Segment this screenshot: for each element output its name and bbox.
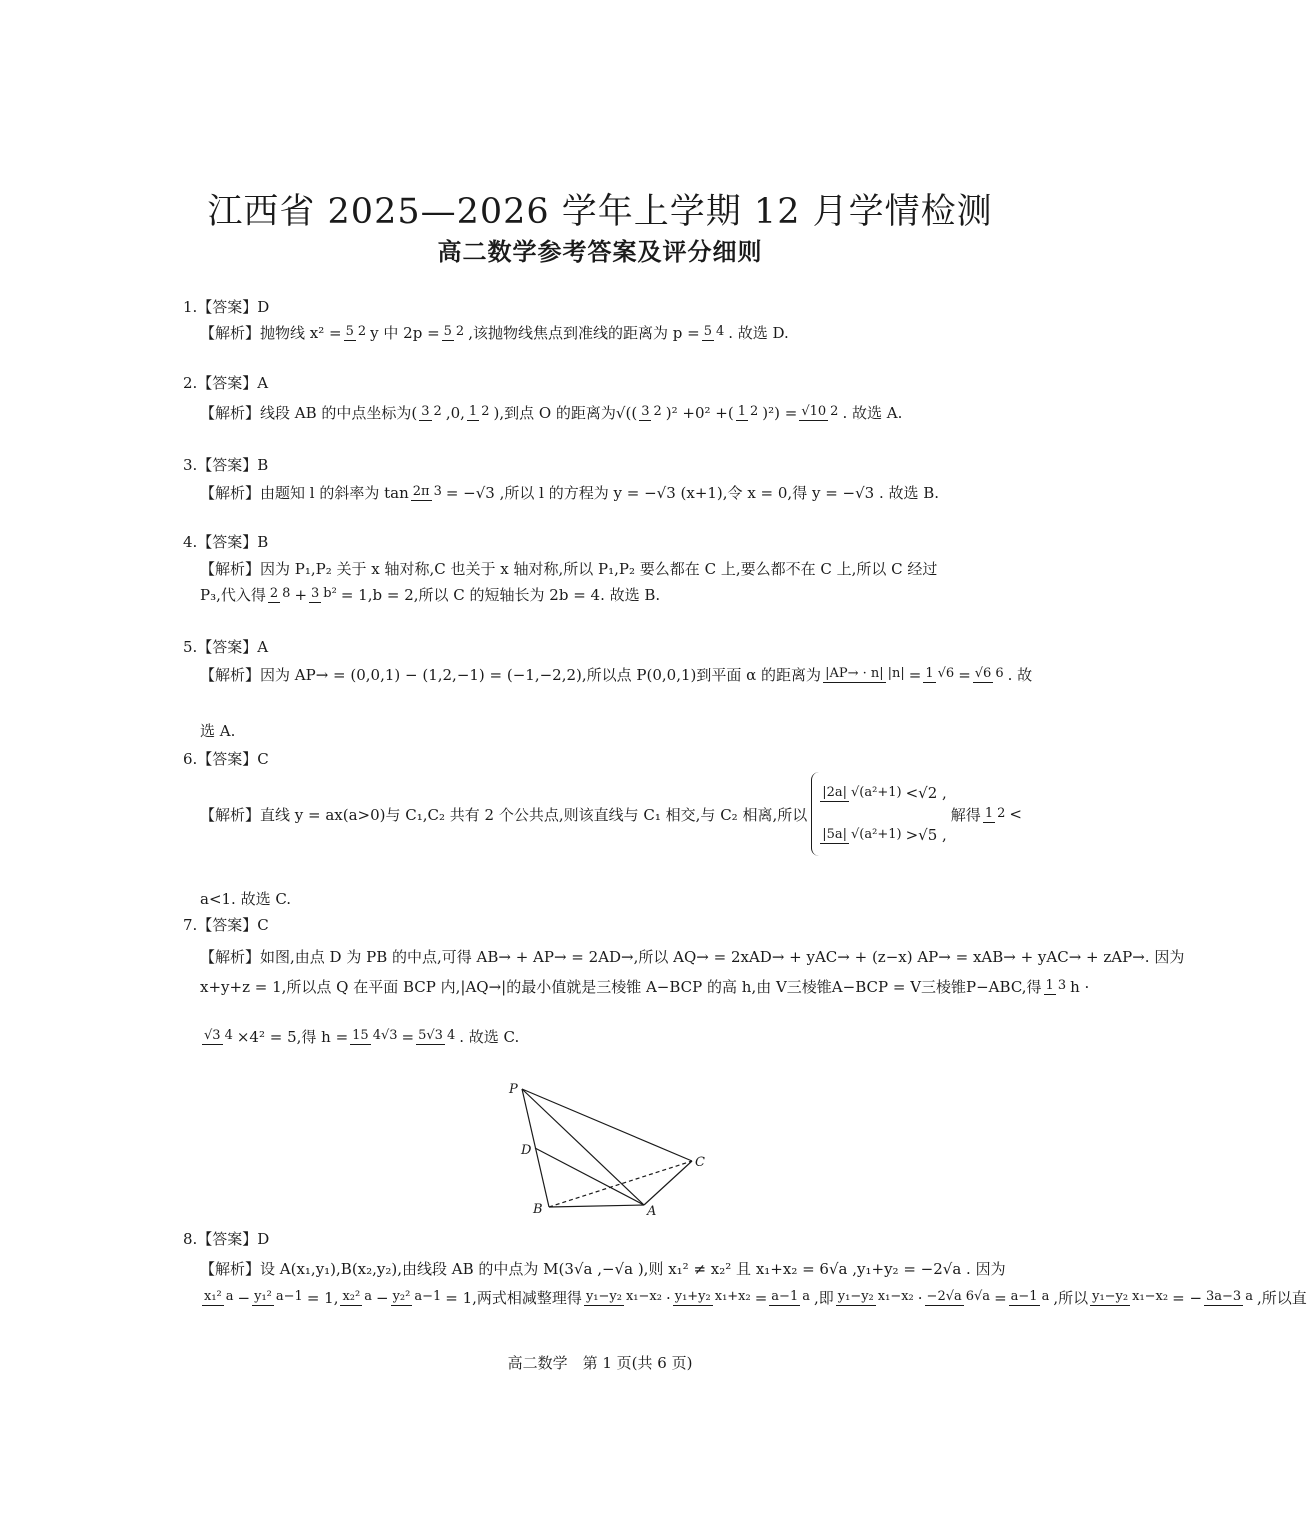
denominator: 8 <box>282 586 291 601</box>
text: 【解析】抛物线 x² = <box>200 324 342 342</box>
numerator: a−1 <box>1010 1289 1038 1304</box>
denominator: a <box>1245 1289 1253 1304</box>
text: h · <box>1070 977 1090 996</box>
q2-solution <box>200 402 902 423</box>
page-footer: 高二数学 第 1 页(共 6 页) <box>507 1354 693 1372</box>
q8-answer: 8.【答案】D <box>183 1230 270 1248</box>
denominator: √(a²+1) <box>851 826 902 842</box>
text: + <box>294 585 308 604</box>
numerator: y₁−y₂ <box>585 1289 622 1304</box>
text: = <box>401 1027 415 1046</box>
fraction <box>673 1289 753 1306</box>
fraction <box>820 785 903 802</box>
q7-solution-line1: 【解析】如图,由点 D 为 PB 的中点,可得 AB→ + AP→ = 2AD→,所以 AQ→ = 2xAD→ + yAC→ + (z−x) AP→ = xAB→ + yAC→ + zAP→. 因为 <box>200 948 1185 966</box>
fraction <box>340 1289 374 1306</box>
denominator: a−1 <box>275 1289 303 1304</box>
q4-solution-line1: 【解析】因为 P₁,P₂ 关于 x 轴对称,C 也关于 x 轴对称,所以 P₁,P₂ 要么都在 C 上,要么都不在 C 上,所以 C 经过 <box>200 560 938 578</box>
denominator: 2 <box>481 404 490 419</box>
numerator: 3 <box>421 404 430 419</box>
denominator: a <box>225 1289 234 1304</box>
text: = <box>994 1288 1007 1307</box>
denominator: 2 <box>830 404 839 419</box>
text: < <box>1009 805 1022 823</box>
numerator: 3a−3 <box>1206 1289 1242 1304</box>
denominator: 3 <box>1057 978 1067 993</box>
text: 【解析】因为 AP→ = (0,0,1) − (1,2,−1) = (−1,−2,2),所以点 P(0,0,1)到平面 α 的距离为 <box>200 666 822 684</box>
denominator: 4 <box>224 1028 233 1043</box>
fraction <box>1204 1289 1255 1306</box>
denominator: 2 <box>653 404 662 419</box>
numerator: 2 <box>269 586 279 601</box>
q3-solution <box>200 482 939 503</box>
label-B: B <box>533 1202 543 1217</box>
fraction <box>309 586 339 603</box>
q5-solution-line2: 选 A. <box>200 722 236 740</box>
text: ),到点 O 的距离为√(( <box>493 404 638 422</box>
denominator: a <box>1041 1289 1050 1304</box>
numerator: 1 <box>1045 978 1054 993</box>
denominator: 2 <box>433 404 442 419</box>
edge-BA <box>549 1205 644 1207</box>
edge-AC <box>644 1161 692 1205</box>
denominator: a−1 <box>414 1289 442 1304</box>
text: 【解析】由题知 l 的斜率为 tan <box>200 484 409 502</box>
fraction <box>391 1289 444 1306</box>
denominator: √(a²+1) <box>851 784 902 800</box>
fraction <box>411 484 444 501</box>
q7-solution-line3 <box>200 1026 519 1047</box>
q6-solution-line2: a<1. 故选 C. <box>200 890 292 908</box>
text: = 1,b = 2,所以 C 的短轴长为 2b = 4. 故选 B. <box>340 586 661 604</box>
text: ,该抛物线焦点到准线的距离为 p = <box>468 324 700 342</box>
text: 【解析】直线 y = ax(a>0)与 C₁,C₂ 共有 2 个公共点,则该直线与 C₁ 相交,与 C₂ 相离,所以 <box>200 805 808 824</box>
denominator: 2 <box>455 324 465 339</box>
numerator: a−1 <box>771 1289 799 1304</box>
fraction <box>584 1289 664 1306</box>
text: · <box>665 1288 671 1307</box>
text: 解得 <box>950 805 981 824</box>
label-C: C <box>695 1155 705 1170</box>
text: . 故选 A. <box>842 404 903 422</box>
text: ,所以 <box>1053 1289 1089 1307</box>
fraction <box>1009 1289 1052 1306</box>
q8-solution-line2 <box>200 1287 1307 1308</box>
q4-answer: 4.【答案】B <box>183 533 269 551</box>
numerator: √3 <box>204 1028 221 1043</box>
q3-answer: 3.【答案】B <box>183 456 269 474</box>
fraction <box>799 404 840 421</box>
fraction <box>983 806 1008 823</box>
text: <√2 , <box>905 784 947 802</box>
text: − <box>237 1288 251 1307</box>
text: − <box>376 1288 389 1307</box>
text: ,0, <box>445 403 465 422</box>
numerator: 15 <box>352 1028 369 1043</box>
numerator: √6 <box>974 666 992 681</box>
denominator: x₁−x₂ <box>625 1289 662 1304</box>
text: = 1, <box>306 1288 339 1307</box>
numerator: 1 <box>737 404 746 419</box>
numerator: x₁² <box>204 1289 222 1304</box>
fraction <box>350 1028 399 1045</box>
text: )²) = <box>762 403 798 422</box>
fraction <box>823 666 907 683</box>
q6-answer: 6.【答案】C <box>183 750 269 768</box>
q1-solution <box>200 322 789 343</box>
denominator: x₁+x₂ <box>714 1289 751 1304</box>
denominator: 3 <box>433 484 442 499</box>
numerator: |5a| <box>822 826 848 842</box>
fraction <box>202 1028 235 1045</box>
text: . 故 <box>1007 666 1033 684</box>
fraction <box>442 324 467 341</box>
numerator: y₁² <box>254 1289 272 1304</box>
numerator: y₂² <box>392 1289 411 1304</box>
denominator: 4 <box>446 1028 456 1043</box>
text: · <box>917 1288 923 1307</box>
numerator: y₁−y₂ <box>1092 1289 1129 1304</box>
text: = − <box>1172 1288 1203 1307</box>
segment-DA <box>535 1148 644 1205</box>
q1-answer: 1.【答案】D <box>183 298 270 316</box>
tetrahedron-diagram <box>495 1075 720 1219</box>
numerator: 5√3 <box>418 1028 443 1043</box>
q6-solution <box>200 772 1022 856</box>
fraction <box>202 1289 236 1306</box>
edge-PA <box>522 1089 644 1205</box>
fraction <box>769 1289 812 1306</box>
denominator: 6√a <box>965 1289 991 1304</box>
fraction <box>820 827 903 844</box>
text: = −√3 ,所以 l 的方程为 y = −√3 (x+1),令 x = 0,得 y = −√3 . 故选 B. <box>445 484 940 502</box>
text: = <box>908 665 922 684</box>
text: 【解析】线段 AB 的中点坐标为( <box>200 404 418 422</box>
numerator: 1 <box>984 805 994 821</box>
numerator: x₂² <box>342 1289 361 1304</box>
fraction <box>973 666 1006 683</box>
q5-solution <box>200 664 1032 685</box>
edge-PC <box>522 1089 692 1161</box>
denominator: 4√3 <box>372 1028 398 1043</box>
page-title: 江西省 2025—2026 学年上学期 12 月学情检测 <box>207 192 993 232</box>
denominator: 6 <box>995 666 1004 681</box>
text: = 1,两式相减整理得 <box>445 1289 582 1307</box>
edge-BC-hidden <box>549 1161 692 1207</box>
denominator: 2 <box>997 805 1006 821</box>
numerator: 3 <box>641 404 650 419</box>
numerator: |2a| <box>822 784 848 800</box>
text: P₃,代入得 <box>200 586 266 604</box>
text: ×4² = 5,得 h = <box>236 1028 349 1046</box>
numerator: −2√a <box>926 1289 962 1304</box>
text: ,所以直 <box>1256 1289 1307 1307</box>
text: x+y+z = 1,所以点 Q 在平面 BCP 内,|AQ→|的最小值就是三棱锥 A−BCP 的高 h,由 V三棱锥A−BCP = V三棱锥P−ABC,得 <box>200 978 1042 996</box>
inequality-1 <box>818 772 947 814</box>
fraction <box>252 1289 305 1306</box>
numerator: 5 <box>443 324 452 339</box>
fraction <box>1044 978 1069 995</box>
inequality-system <box>811 772 947 856</box>
text: >√5 , <box>905 826 947 844</box>
label-P: P <box>509 1082 518 1097</box>
text: . 故选 C. <box>459 1028 520 1046</box>
q8-solution-line1: 【解析】设 A(x₁,y₁),B(x₂,y₂),由线段 AB 的中点为 M(3√a ,−√a ),则 x₁² ≠ x₂² 且 x₁+x₂ = 6√a ,y₁+y₂ = −2√a . 因为 <box>200 1260 1006 1278</box>
fraction <box>836 1289 916 1306</box>
q5-answer: 5.【答案】A <box>183 638 269 656</box>
denominator: 2 <box>357 324 367 339</box>
fraction <box>923 666 956 683</box>
fraction <box>1090 1289 1170 1306</box>
fraction <box>416 1028 457 1045</box>
fraction <box>639 404 664 421</box>
denominator: √6 <box>937 666 955 681</box>
text: )² +0² +( <box>665 403 734 422</box>
fraction <box>344 324 369 341</box>
q7-answer: 7.【答案】C <box>183 916 269 934</box>
numerator: 5 <box>345 324 354 339</box>
numerator: y₁+y₂ <box>674 1289 711 1304</box>
numerator: y₁−y₂ <box>837 1289 874 1304</box>
numerator: √10 <box>801 404 827 419</box>
tetrahedron-figure <box>495 1075 720 1219</box>
text: = <box>958 665 971 684</box>
numerator: 1 <box>925 666 934 681</box>
numerator: |AP→ · n| <box>825 666 884 681</box>
page-subtitle: 高二数学参考答案及评分细则 <box>437 238 763 266</box>
denominator: 4 <box>715 324 725 339</box>
denominator: 2 <box>749 404 759 419</box>
text: y 中 2p = <box>370 324 440 342</box>
text: = <box>754 1288 768 1307</box>
denominator: a <box>364 1289 372 1304</box>
denominator: b² <box>323 586 337 601</box>
q7-solution-line2 <box>200 976 1089 997</box>
fraction <box>467 404 492 421</box>
inequality-2 <box>818 814 947 856</box>
label-D: D <box>521 1143 532 1158</box>
q2-answer: 2.【答案】A <box>183 374 269 392</box>
denominator: x₁−x₂ <box>1132 1289 1169 1304</box>
fraction <box>702 324 727 341</box>
fraction <box>419 404 444 421</box>
fraction <box>736 404 761 421</box>
denominator: a <box>802 1289 810 1304</box>
numerator: 5 <box>703 324 712 339</box>
denominator: |n| <box>887 666 905 681</box>
fraction <box>925 1289 993 1306</box>
text: . 故选 D. <box>728 324 789 342</box>
label-A: A <box>647 1204 657 1219</box>
text: ,即 <box>813 1289 834 1307</box>
numerator: 1 <box>468 404 478 419</box>
fraction <box>268 586 293 603</box>
numerator: 2π <box>412 484 430 499</box>
numerator: 3 <box>311 586 320 601</box>
q4-solution-line2 <box>200 584 660 605</box>
denominator: x₁−x₂ <box>877 1289 914 1304</box>
